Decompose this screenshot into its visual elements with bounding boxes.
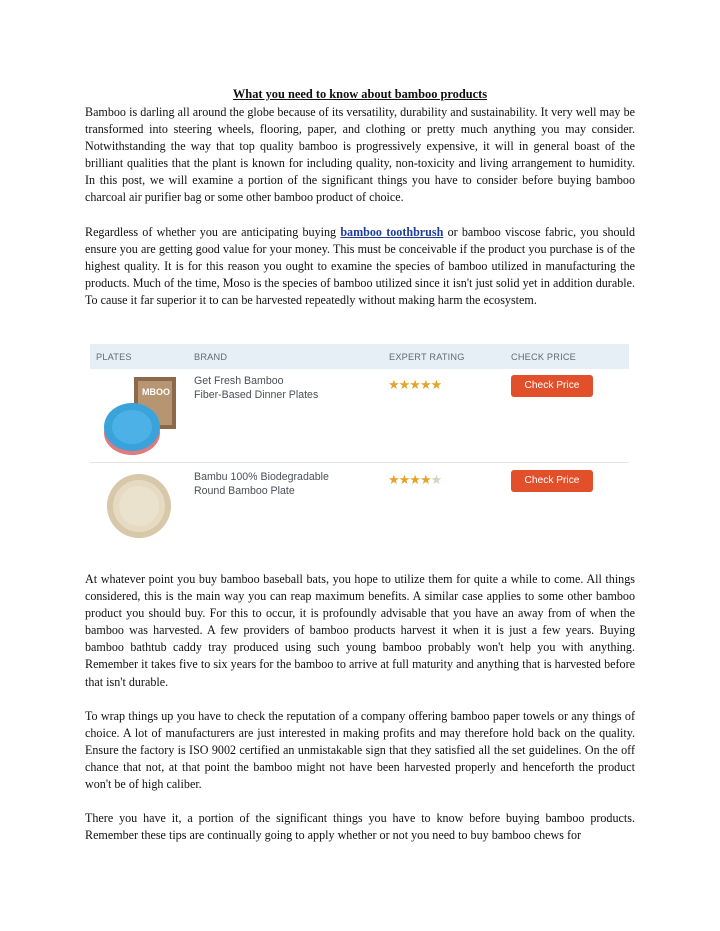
brand-line-1: Get Fresh Bamboo [194,375,284,387]
full-stars: ★★★★ [388,472,431,487]
bamboo-toothbrush-link[interactable]: bamboo toothbrush [340,224,444,239]
table-row [90,369,629,463]
header-brand: BRAND [194,352,228,362]
paragraph-2 [85,224,635,309]
brand-line-1: Bambu 100% Biodegradable [194,471,329,483]
header-check-price: CHECK PRICE [511,352,576,362]
paragraph-3: At whatever point you buy bamboo baseball bats, you hope to utilize them for quite a while to come. All things considered, this is the main way you can reap maximum benefits. A similar case applies to some other bamboo product you should buy. For this to occur, it is profoundly advisable that you have an away from of when the bamboo was harvested. A few providers of bamboo products harvest it when it is just a few years. Buying bamboo bathtub caddy tray produced using such young bamboo probably won't help you with anything. Remember it takes five to six years for the bamboo to arrive at full maturity and anything that is harvested before that isn't durable. [85,572,635,689]
table-header [90,344,629,369]
paragraph-4: To wrap things up you have to check the reputation of a company offering bamboo paper towels or any things of choice. A lot of manufacturers are just interested in making profits and may therefore hold back on the quality. Ensure the factory is ISO 9002 certified an unmistakable sign that they satisfied all the set guidelines. On the off chance that not, at that point the bamboo might not have been harvested properly and henceforth the product won't be of high caliber. [85,708,635,792]
article-continued [85,571,635,844]
bamboo-plate-image [106,473,172,539]
article-title: What you need to know about bamboo products [232,87,488,101]
brand-line-2: Round Bamboo Plate [194,485,295,497]
full-stars: ★★★★★ [388,377,442,392]
rating-stars-icon [388,377,441,393]
box-label: MBOO [142,387,170,397]
paragraph-2-end: or bamboo viscose fabric, you should ensure you are getting good value for your money. This must be conceivable if the product you purchase is of the highest quality. It is for this reason you ought to examine the species of bamboo utilized in manufacturing the products. Much of the time, Moso is the species of bamboo utilized since it isn't just solid yet in addition durable. To cause it far superior it to can be harvested repeatedly without making harm the ecosystem. [85,224,635,307]
dinner-plates-image [102,375,180,459]
article [85,86,635,309]
brand-line-2: Fiber-Based Dinner Plates [194,389,319,401]
check-price-button[interactable]: Check Price [511,375,593,397]
half-star: ★ [430,472,442,487]
product-table [90,344,629,550]
check-price-button[interactable]: Check Price [511,470,593,492]
brand-name [194,470,329,498]
rating-stars-icon [388,472,441,488]
brand-name [194,374,318,402]
header-plates: PLATES [96,352,132,362]
paragraph-1: Bamboo is darling all around the globe because of its versatility, durability and sustainability. It very well may be transformed into steering wheels, flooring, paper, and clothing or pretty much anything you may consider. Notwithstanding the way that top quality bamboo is progressively expensive, it will in general boast of the brilliant qualities that the plant is known for including quality, non-toxicity and living arrangement to humidity. In this post, we will examine a portion of the significant things you have to consider before buying bamboo charcoal air purifier bag or some other bamboo product of choice. [85,105,635,205]
paragraph-2-start: Regardless of whether you are anticipating buying [85,224,341,239]
paragraph-5: There you have it, a portion of the significant things you have to know before buying bamboo products. Remember these tips are continually going to apply whether or not you need to buy bamboo chews for [85,811,635,843]
header-expert-rating: EXPERT RATING [389,352,465,362]
table-row [90,463,629,550]
